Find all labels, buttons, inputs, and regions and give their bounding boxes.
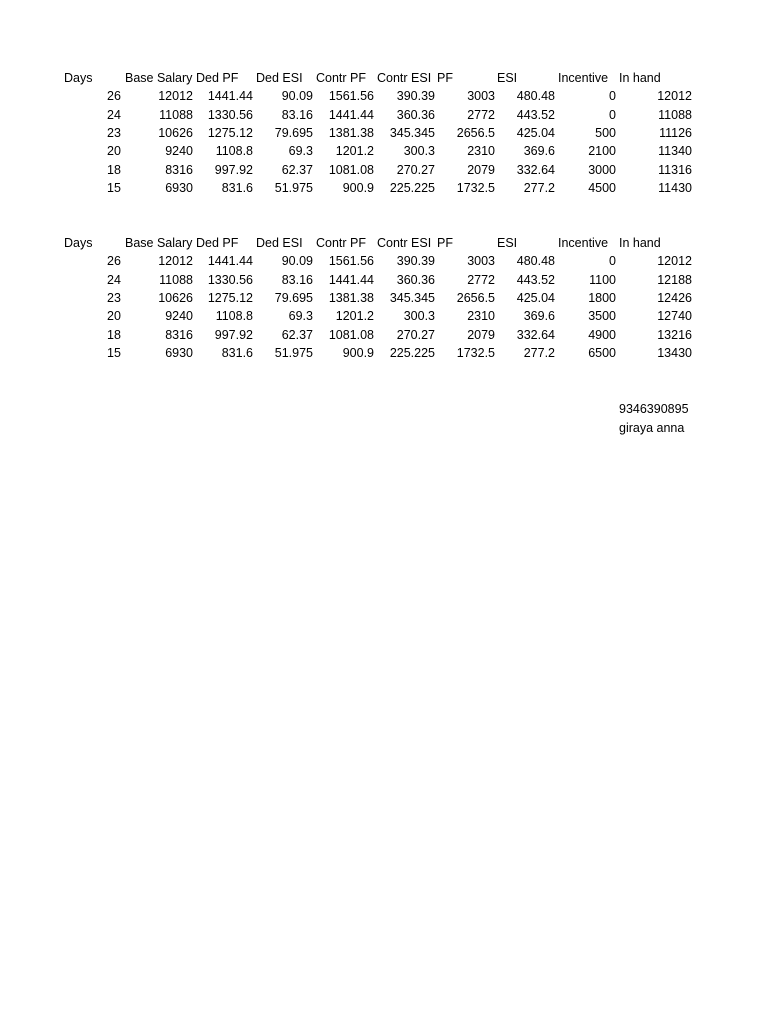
cell-in-hand: 12012 [657, 89, 692, 104]
cell-ded-pf: 997.92 [214, 327, 253, 342]
cell-ded-esi: 51.975 [274, 180, 313, 195]
cell-pf: 2079 [467, 327, 495, 342]
cell-base-salary: 8316 [165, 162, 193, 177]
cell-ded-pf: 997.92 [214, 162, 253, 177]
cell-ded-esi: 79.695 [274, 125, 313, 140]
cell-esi: 425.04 [516, 290, 555, 305]
cell-incentive: 0 [609, 107, 616, 122]
cell-incentive: 3000 [588, 162, 616, 177]
cell-pf: 2772 [467, 107, 495, 122]
cell-pf: 3003 [467, 89, 495, 104]
header-ded-pf: Ded PF [196, 71, 239, 85]
cell-pf: 2656.5 [456, 125, 495, 140]
table-row [0, 124, 768, 142]
contact-name: giraya anna [619, 421, 685, 435]
cell-esi: 277.2 [523, 180, 555, 195]
cell-base-salary: 9240 [165, 144, 193, 159]
cell-contr-esi: 300.3 [403, 309, 435, 324]
cell-pf: 3003 [467, 254, 495, 269]
cell-days: 15 [107, 345, 121, 360]
cell-days: 18 [107, 162, 121, 177]
header-incentive: Incentive [558, 71, 609, 85]
cell-contr-esi: 360.36 [396, 107, 435, 122]
cell-base-salary: 10626 [158, 125, 193, 140]
cell-ded-esi: 51.975 [274, 345, 313, 360]
cell-incentive: 500 [595, 125, 616, 140]
header-contr-pf: Contr PF [316, 71, 367, 85]
cell-esi: 480.48 [516, 254, 555, 269]
cell-incentive: 1100 [589, 272, 616, 287]
cell-ded-pf: 1108.8 [215, 144, 253, 159]
cell-pf: 1732.5 [456, 345, 495, 360]
cell-contr-pf: 1201.2 [335, 144, 374, 159]
cell-days: 20 [107, 309, 121, 324]
header-in-hand: In hand [619, 71, 661, 85]
cell-ded-pf: 1275.12 [207, 290, 253, 305]
cell-pf: 2310 [467, 144, 495, 159]
table-row [0, 307, 768, 325]
cell-contr-esi: 345.345 [389, 125, 435, 140]
cell-incentive: 6500 [588, 345, 616, 360]
cell-ded-esi: 79.695 [274, 290, 313, 305]
cell-in-hand: 12740 [657, 309, 692, 324]
cell-days: 26 [107, 254, 121, 269]
table-row [0, 142, 768, 160]
header-contr-esi: Contr ESI [377, 71, 432, 85]
table-row [0, 252, 768, 270]
cell-contr-pf: 1561.56 [328, 89, 374, 104]
header-contr-pf: Contr PF [316, 236, 367, 250]
cell-contr-pf: 1381.38 [328, 125, 374, 140]
cell-in-hand: 12012 [657, 254, 692, 269]
table-header-row [0, 234, 768, 252]
cell-ded-esi: 69.3 [288, 309, 313, 324]
cell-incentive: 0 [609, 89, 616, 104]
cell-contr-pf: 1201.2 [335, 309, 374, 324]
cell-contr-pf: 1081.08 [328, 162, 374, 177]
cell-ded-esi: 62.37 [281, 327, 313, 342]
cell-ded-pf: 1108.8 [215, 309, 253, 324]
cell-esi: 332.64 [516, 327, 555, 342]
cell-esi: 443.52 [516, 107, 555, 122]
header-in-hand: In hand [619, 236, 661, 250]
cell-base-salary: 6930 [165, 345, 193, 360]
cell-contr-pf: 1081.08 [328, 327, 374, 342]
table-row [0, 271, 768, 289]
cell-base-salary: 6930 [165, 180, 193, 195]
header-pf: PF [437, 236, 453, 250]
cell-in-hand: 13216 [657, 327, 692, 342]
cell-ded-esi: 90.09 [281, 89, 313, 104]
cell-esi: 277.2 [523, 345, 555, 360]
cell-base-salary: 11088 [159, 107, 193, 122]
cell-in-hand: 11316 [658, 162, 692, 177]
cell-ded-pf: 831.6 [221, 180, 253, 195]
table-row [0, 326, 768, 344]
header-esi: ESI [497, 71, 518, 85]
table-row [0, 87, 768, 105]
cell-ded-pf: 1330.56 [207, 107, 253, 122]
header-ded-pf: Ded PF [196, 236, 239, 250]
cell-days: 24 [107, 272, 121, 287]
cell-esi: 369.6 [523, 309, 555, 324]
cell-ded-pf: 1441.44 [207, 89, 253, 104]
header-pf: PF [437, 71, 453, 85]
cell-contr-pf: 1381.38 [328, 290, 374, 305]
header-days: Days [64, 71, 93, 85]
cell-days: 26 [107, 89, 121, 104]
cell-base-salary: 11088 [159, 272, 193, 287]
cell-contr-esi: 300.3 [403, 144, 435, 159]
contact-phone: 9346390895 [619, 402, 689, 416]
cell-base-salary: 10626 [158, 290, 193, 305]
cell-contr-esi: 345.345 [389, 290, 435, 305]
cell-contr-esi: 270.27 [396, 162, 435, 177]
cell-contr-pf: 1441.44 [328, 107, 374, 122]
cell-days: 23 [107, 125, 121, 140]
cell-ded-esi: 69.3 [288, 144, 313, 159]
cell-contr-esi: 390.39 [396, 89, 435, 104]
cell-contr-pf: 1441.44 [328, 272, 374, 287]
cell-ded-pf: 1441.44 [207, 254, 253, 269]
cell-ded-esi: 62.37 [281, 162, 313, 177]
header-days: Days [64, 236, 93, 250]
cell-contr-esi: 225.225 [389, 345, 435, 360]
cell-incentive: 0 [609, 254, 616, 269]
cell-days: 24 [107, 107, 121, 122]
cell-contr-pf: 1561.56 [328, 254, 374, 269]
cell-ded-pf: 1275.12 [207, 125, 253, 140]
cell-pf: 2310 [467, 309, 495, 324]
header-incentive: Incentive [558, 236, 609, 250]
cell-base-salary: 9240 [165, 309, 193, 324]
cell-ded-pf: 1330.56 [207, 272, 253, 287]
cell-pf: 2772 [467, 272, 495, 287]
cell-base-salary: 12012 [158, 89, 193, 104]
cell-pf: 1732.5 [456, 180, 495, 195]
header-base-salary: Base Salary [125, 71, 193, 85]
cell-contr-esi: 225.225 [389, 180, 435, 195]
cell-in-hand: 11088 [658, 107, 692, 122]
table-row [0, 106, 768, 124]
cell-base-salary: 12012 [158, 254, 193, 269]
table-row [0, 179, 768, 197]
table-row [0, 289, 768, 307]
cell-esi: 480.48 [516, 89, 555, 104]
cell-ded-esi: 83.16 [281, 272, 313, 287]
cell-ded-esi: 90.09 [281, 254, 313, 269]
header-esi: ESI [497, 236, 518, 250]
table-row [0, 344, 768, 362]
cell-contr-esi: 270.27 [396, 327, 435, 342]
cell-esi: 425.04 [516, 125, 555, 140]
cell-base-salary: 8316 [165, 327, 193, 342]
cell-days: 23 [107, 290, 121, 305]
cell-pf: 2656.5 [456, 290, 495, 305]
cell-days: 20 [107, 144, 121, 159]
cell-incentive: 4500 [588, 180, 616, 195]
cell-in-hand: 11340 [658, 144, 692, 159]
cell-ded-pf: 831.6 [221, 345, 253, 360]
cell-contr-pf: 900.9 [342, 345, 374, 360]
cell-incentive: 2100 [588, 144, 616, 159]
cell-contr-pf: 900.9 [342, 180, 374, 195]
cell-esi: 443.52 [516, 272, 555, 287]
header-ded-esi: Ded ESI [256, 236, 303, 250]
header-contr-esi: Contr ESI [377, 236, 432, 250]
cell-incentive: 4900 [588, 327, 616, 342]
cell-incentive: 1800 [588, 290, 616, 305]
cell-in-hand: 11126 [659, 125, 692, 140]
cell-days: 18 [107, 327, 121, 342]
header-ded-esi: Ded ESI [256, 71, 303, 85]
cell-in-hand: 13430 [657, 345, 692, 360]
table-header-row [0, 69, 768, 87]
cell-pf: 2079 [467, 162, 495, 177]
table-row [0, 161, 768, 179]
cell-contr-esi: 390.39 [396, 254, 435, 269]
cell-contr-esi: 360.36 [396, 272, 435, 287]
cell-incentive: 3500 [588, 309, 616, 324]
cell-esi: 369.6 [523, 144, 555, 159]
cell-in-hand: 11430 [658, 180, 692, 195]
cell-in-hand: 12188 [657, 272, 692, 287]
cell-ded-esi: 83.16 [281, 107, 313, 122]
header-base-salary: Base Salary [125, 236, 193, 250]
cell-esi: 332.64 [516, 162, 555, 177]
cell-days: 15 [107, 180, 121, 195]
cell-in-hand: 12426 [657, 290, 692, 305]
